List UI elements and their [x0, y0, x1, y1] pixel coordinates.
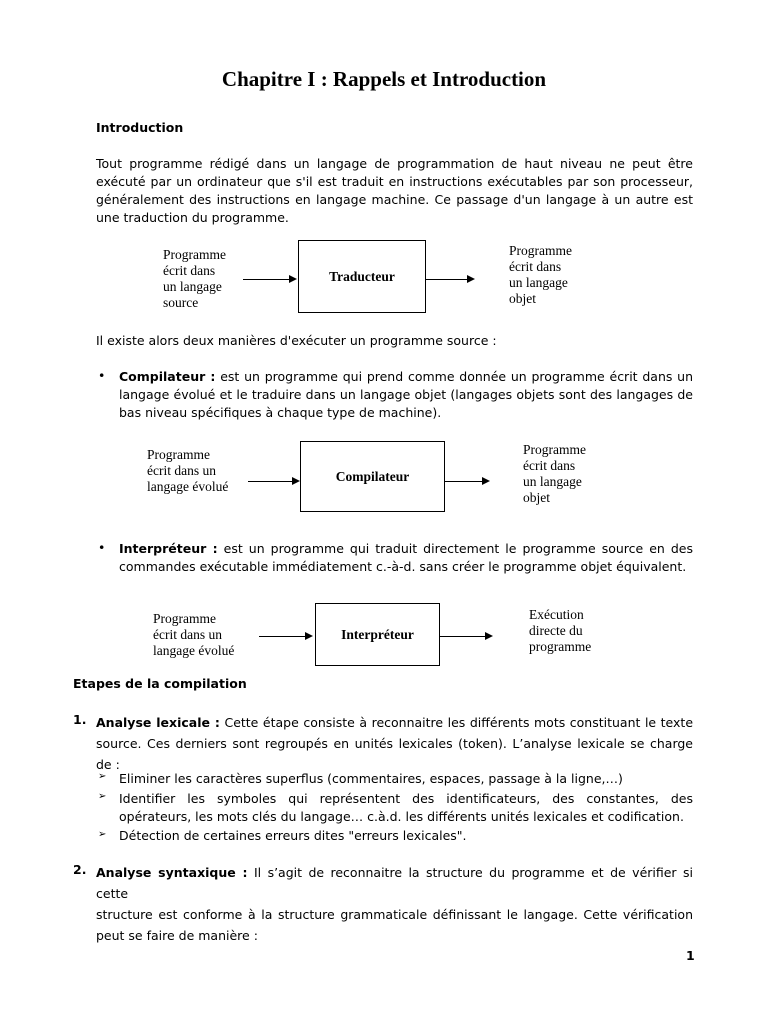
etapes-heading: Etapes de la compilation: [73, 676, 247, 691]
diagram2-arrow-in-head: [292, 477, 300, 485]
step2-number: 2.: [73, 862, 87, 877]
diagram2-arrow-in: [248, 481, 294, 482]
diagram1-arrow-out: [425, 279, 469, 280]
chevron-icon: ➢: [98, 829, 107, 840]
step1-item: Identifier les symboles qui représentent des identificateurs, des constantes, des opérateurs, les mots clés du langage… c.à.d. les différents unités lexicales et codification.: [119, 791, 693, 824]
two-ways-text: Il existe alors deux manières d'exécuter un programme source :: [96, 333, 497, 348]
step1-item: Détection de certaines erreurs dites "erreurs lexicales".: [119, 828, 467, 843]
diagram3-arrow-in-head: [305, 632, 313, 640]
intro-line: une traduction du programme.: [96, 210, 289, 225]
page-number: 1: [686, 948, 695, 963]
bullet-dot: •: [98, 540, 106, 555]
bullet-dot: •: [98, 368, 106, 383]
chevron-icon: ➢: [98, 791, 107, 802]
interpreteur-term: Interpréteur :: [119, 541, 218, 556]
traducteur-box: Traducteur: [298, 240, 426, 313]
diagram1-arrow-in-head: [289, 275, 297, 283]
step2-term: Analyse syntaxique :: [96, 865, 248, 880]
chevron-icon: ➢: [98, 771, 107, 782]
diagram3-arrow-out-head: [485, 632, 493, 640]
diagram2-arrow-out-head: [482, 477, 490, 485]
step1-term: Analyse lexicale :: [96, 715, 220, 730]
step1-number: 1.: [73, 712, 87, 727]
diagram2-output-label: Programme écrit dans un langage objet: [523, 442, 586, 505]
diagram1-input-label: Programme écrit dans un langage source: [163, 247, 226, 310]
diagram3-output-label: Exécution directe du programme: [529, 607, 592, 654]
diagram1-output-label: Programme écrit dans un langage objet: [509, 243, 572, 306]
compilateur-box: Compilateur: [300, 441, 445, 512]
compilateur-paragraph: Compilateur : est un programme qui prend comme donnée un programme écrit dans un langage évolué et le traduire dans un langage objet (langages objets sont des langages de bas niveau spécifiques à chaque type de machine).: [119, 369, 694, 420]
intro-line: exécuté par un ordinateur que s'il est traduit en instructions exécutables par son processeur,: [96, 174, 693, 189]
diagram3-input-label: Programme écrit dans un langage évolué: [153, 611, 235, 658]
compilateur-term: Compilateur :: [119, 369, 216, 384]
step1-paragraph: Analyse lexicale : Cette étape consiste à reconnaitre les différents mots constituant le texte source. Ces derniers sont regroupés en unités lexicales (token). L’analyse lexicale se charge de :: [96, 715, 694, 772]
diagram3-arrow-in: [259, 636, 307, 637]
diagram2-arrow-out: [444, 481, 484, 482]
interpreteur-paragraph: Interpréteur : est un programme qui traduit directement le programme source en des commandes exécutable immédiatement c.-à-d. sans créer le programme objet équivalent.: [119, 541, 694, 574]
intro-heading: Introduction: [96, 120, 184, 135]
interpreteur-box: Interpréteur: [315, 603, 440, 666]
diagram3-arrow-out: [439, 636, 487, 637]
intro-line: Tout programme rédigé dans un langage de programmation de haut niveau ne peut être: [96, 156, 693, 171]
intro-line: généralement des instructions en langage machine. Ce passage d'un langage à un autre est: [96, 192, 693, 207]
diagram2-input-label: Programme écrit dans un langage évolué: [147, 447, 229, 494]
page-title: Chapitre I : Rappels et Introduction: [221, 67, 547, 91]
step2-paragraph: Analyse syntaxique : Il s’agit de reconnaitre la structure du programme et de vérifier si cette structure est conforme à la structure grammaticale définissant le langage. Cette vérification peut se faire de manière :: [96, 865, 693, 943]
diagram1-arrow-in: [243, 279, 291, 280]
step1-item: Eliminer les caractères superflus (commentaires, espaces, passage à la ligne,…): [119, 771, 623, 786]
intro-paragraph: [96, 155, 693, 227]
diagram1-arrow-out-head: [467, 275, 475, 283]
